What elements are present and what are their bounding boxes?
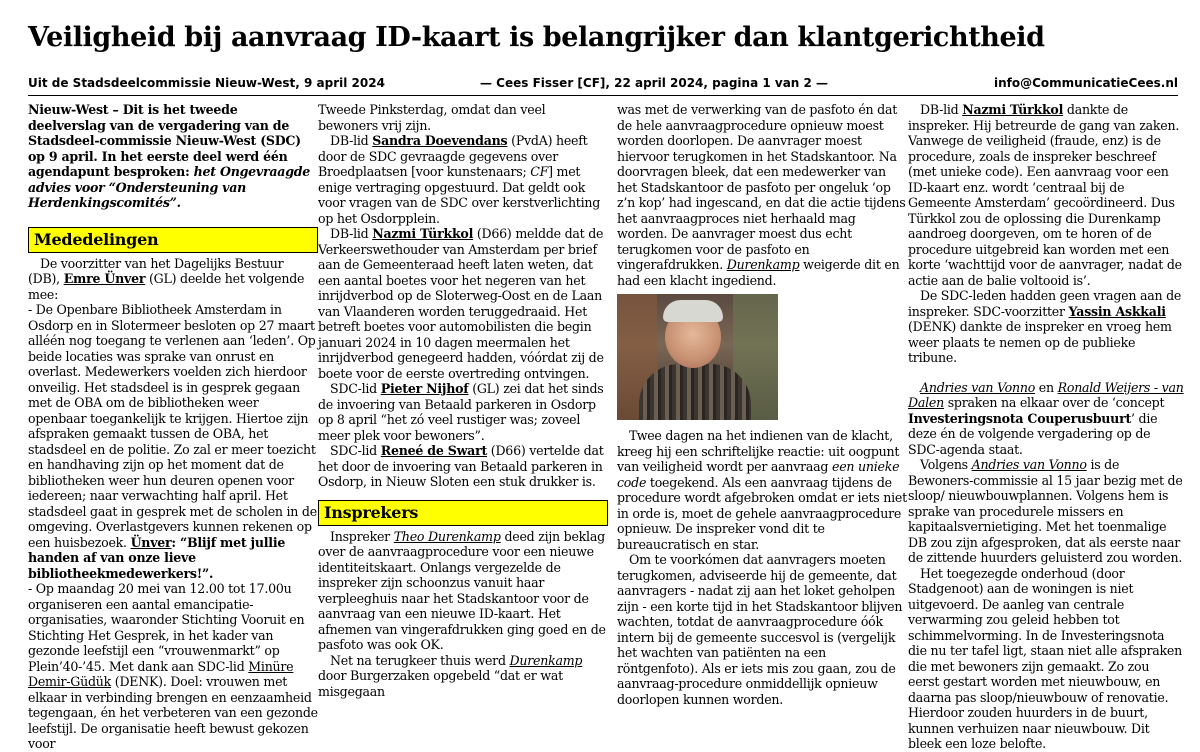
person-name: Andries van Vonno	[971, 457, 1087, 472]
paragraph: Inspreker Theo Durenkamp deed zijn beklag over de aanvraagprocedure voor een nieuwe identiteitskaart. Onlangs vergezelde de inspreker zijn schoonzus vanuit haar verpleeghuis naar het Stadskantoor voor de aanvraag van een nieuwe ID-kaart. Het afnemen van vingerafdrukken ging goed en de pasfoto was ook OK.	[318, 528, 606, 652]
paragraph: Andries van Vonno en Ronald Weijers - van Dalen spraken na elkaar over de ‘concept Investeringsnota Couperusbuurt’ die deze én de volgende vergadering op de SDC-agenda staat.	[908, 379, 1184, 457]
paragraph: Twee dagen na het indienen van de klacht, kreeg hij een schriftelijke reactie: uit oogpunt van veiligheid wordt per aanvraag een unieke code toegekend. Als een aanvraag tijdens de procedure wordt afgebroken omdat er iets niet in orde is, moet de gehele aanvraagprocedure opnieuw. De inspreker vond dit te bureaucratisch en star.	[617, 428, 907, 552]
person-name: Nazmi Türkkol	[962, 102, 1064, 117]
column-4	[908, 102, 1184, 752]
paragraph: DB-lid Nazmi Türkkol dankte de inspreker. Hij betreurde de gang van zaken. Vanwege de veiligheid (fraude, enz) is de procedure, zoals de inspreker beschreef (met unieke code). Een aanvraag voor een ID-kaart enz. wordt ‘centraal bij de Gemeente Amsterdam’ gecoördineerd. Dus Türkkol zou de oplossing die Durenkamp aandroeg doorgeven, om te horen of de procedure uitgebreid kan worden met een korte ‘wachttijd voor de aanvrager, nadat de actie aan de balie voltooid is’.	[908, 102, 1182, 288]
person-name: Yassin Askkali	[1068, 303, 1166, 319]
paragraph: De voorzitter van het Dagelijks Bestuur (DB), Emre Ünver (GL) deelde het volgende mee:	[28, 255, 305, 302]
person-name: Ronald Weijers - van Dalen	[908, 379, 1184, 410]
person-name: Minüre Demir-Güdük	[28, 658, 294, 689]
person-name: Reneé de Swart	[380, 443, 488, 458]
paragraph: was met de verwerking van de pasfoto én dat de hele aanvraagprocedure opnieuw moest worden doorlopen. De aanvrager moest hiervoor terugkomen in het Stadskantoor. Na doorvragen bleek, dat een medewerker van het Stadskantoor de pasfoto per ongeluk ‘op z’n kop’ had ingescand, en dat die actie tijdens het aanvraagproces niet herhaald mag worden. De aanvrager moest dus echt terugkomen voor de pasfoto en vingerafdrukken. Durenkamp weigerde dit en had een klacht ingediend.	[617, 102, 906, 288]
speaker-photo	[617, 294, 778, 420]
paragraph: Net na terugkeer thuis werd Durenkamp door Burgerzaken opgebeld “dat er wat misgegaan	[318, 652, 583, 699]
person-name: Ünver	[130, 534, 172, 550]
person-name: Emre Ünver	[63, 271, 146, 286]
paragraph: DB-lid Nazmi Türkkol (D66) meldde dat de Verkeerswethouder van Amsterdam per brief aan de Gemeenteraad heeft laten weten, dat een aantal boetes voor het negeren van het inrijdverbod op de Sloterweg-Oost en de Laan van Vlaanderen worden teruggedraaid. Het betreft boetes voor automobilisten die begin januari 2024 in 10 dagen meermalen het inrijdverbod genegeerd hadden, vóórdat zij de boete voor de eerste overtreding ontvingen.	[318, 226, 604, 381]
person-name: Nazmi Türkkol	[372, 226, 474, 241]
person-name: Durenkamp	[726, 257, 800, 272]
person-name: Pieter Nijhof	[380, 381, 469, 396]
person-name: Andries van Vonno	[920, 379, 1036, 395]
paragraph: Het toegezegde onderhoud (door Stadgenoot) aan de woningen is niet uitgevoerd. De aanleg van centrale verwarming zou geleid hebben tot schimmelvorming. In de Investeringsnota die nu ter tafel ligt, staan niet alle afspraken die met bewoners zijn gemaakt. Zo zou eerst gestart worden met nieuwbouw, en daarna pas sloop/nieuwbouw of renovatie. Hierdoor zouden huurders in de buurt, kunnen verhuizen naar nieuwbouw. Dit bleek een loze belofte.	[908, 565, 1182, 751]
person-name: Sandra Doevendans	[372, 133, 508, 148]
paragraph: Om te voorkómen dat aanvragers moeten terugkomen, adviseerde hij de gemeente, dat aanvragers - nadat zij aan het loket geholpen zijn - een korte tijd in het Stadskantoor blijven wachten, totdat de aanvraagprocedure óók intern bij de gemeente succesvol is (vergelijk het wachten van patiënten na een röntgenfoto). Als er iets mis zou gaan, zou de aanvraag-procedure onmiddellijk opnieuw doorlopen kunnen worden.	[617, 552, 903, 707]
section-heading-insprekers: Insprekers	[318, 500, 608, 526]
header-rule	[28, 95, 1178, 96]
paragraph: SDC-lid Reneé de Swart (D66) vertelde dat het door de invoering van Betaald parkeren in Osdorp, in Nieuw Sloten een stuk drukker is.	[318, 443, 604, 489]
paragraph: DB-lid Sandra Doevendans (PvdA) heeft door de SDC gevraagde gegevens over Broedplaatsen [voor kunstenaars; CF] met enige vertraging opgestuurd. Dat geldt ook voor vragen van de SDC over kerstverlichting op het Osdorpplein.	[318, 133, 601, 226]
meta-line	[28, 76, 1178, 94]
column-3	[617, 102, 907, 707]
column-1	[28, 102, 318, 752]
meta-email[interactable]: info@CommunicatieCees.nl	[993, 76, 1178, 90]
intro: Nieuw-West – Dit is het tweede deelverslag van de vergadering van de Stadsdeel-commissie Nieuw-West (SDC) op 9 april. In het eerste deel werd één agendapunt besproken: het Ongevraagde advies voor “Ondersteuning van Herdenkingscomités”.	[28, 102, 311, 210]
article-title: Veiligheid bij aanvraag ID-kaart is belangrijker dan klantgerichtheid	[28, 22, 1045, 53]
paragraph: SDC-lid Pieter Nijhof (GL) zei dat het sinds de invoering van Betaald parkeren in Osdorp op 8 april “het zó veel rustiger was; zoveel meer plek voor bewoners”.	[318, 381, 604, 443]
paragraph: De SDC-leden hadden geen vragen aan de inspreker. SDC-voorzitter Yassin Askkali (DENK) dankte de inspreker en vroeg hem weer plaats te nemen op de publieke tribune.	[908, 288, 1182, 365]
paragraph: - Op maandag 20 mei van 12.00 tot 17.00u organiseren een aantal emancipatie-organisaties, waaronder Stichting Vooruit en Stichting Het Gesprek, in het kader van gezonde leefstijl een “vrouwenmarkt” op Plein’40-’45. Met dank aan SDC-lid Minüre Demir-Güdük (DENK). Doel: vrouwen met elkaar in verbinding brengen en eenzaamheid tegengaan, én het verbeteren van een gezonde leefstijl. De organisatie heeft bewust gekozen voor	[28, 581, 318, 751]
person-name: Theo Durenkamp	[393, 528, 501, 544]
person-name: Durenkamp	[509, 652, 583, 668]
paragraph: Volgens Andries van Vonno is de Bewoners-commissie al 15 jaar bezig met de sloop/ nieuwbouwplannen. Volgens hem is sprake van procedurele missers en kapitaalsvernietiging. Met het toenmalige DB zou zijn afgesproken, dat als eerste naar de zittende huurders geluisterd zou worden.	[908, 457, 1183, 565]
section-heading-mededelingen: Mededelingen	[28, 227, 318, 253]
paragraph: Tweede Pinksterdag, omdat dan veel bewoners vrij zijn.	[318, 102, 546, 133]
meta-source: Uit de Stadsdeelcommissie Nieuw-West, 9 april 2024	[28, 76, 385, 90]
paragraph: - De Openbare Bibliotheek Amsterdam in Osdorp en in Slotermeer besloten op 27 maart alléén nog toegang te verlenen aan ‘leden’. Op beide locaties was sprake van onrust en overlast. Medewerkers voelden zich hierdoor onveilig. Het stadsdeel is in gesprek gegaan met de OBA om de bibliotheken weer openbaar toegankelijk te krijgen. Hiertoe zijn afspraken gemaakt tussen de OBA, het stadsdeel en de politie. Zo zal er meer toezicht en handhaving zijn op het moment dat de bibliotheken weer hun deuren openen voor iedereen; naar verwachting half april. Het stadsdeel gaat in gesprek met de scholen in de omgeving. Overlastgevers kunnen rekenen op een huisbezoek. Ünver: “Blijf met jullie handen af van onze lieve bibliotheekmedewerkers!”.	[28, 302, 317, 581]
meta-author: — Cees Fisser [CF], 22 april 2024, pagina 1 van 2 —	[480, 76, 829, 90]
column-2	[318, 102, 608, 699]
